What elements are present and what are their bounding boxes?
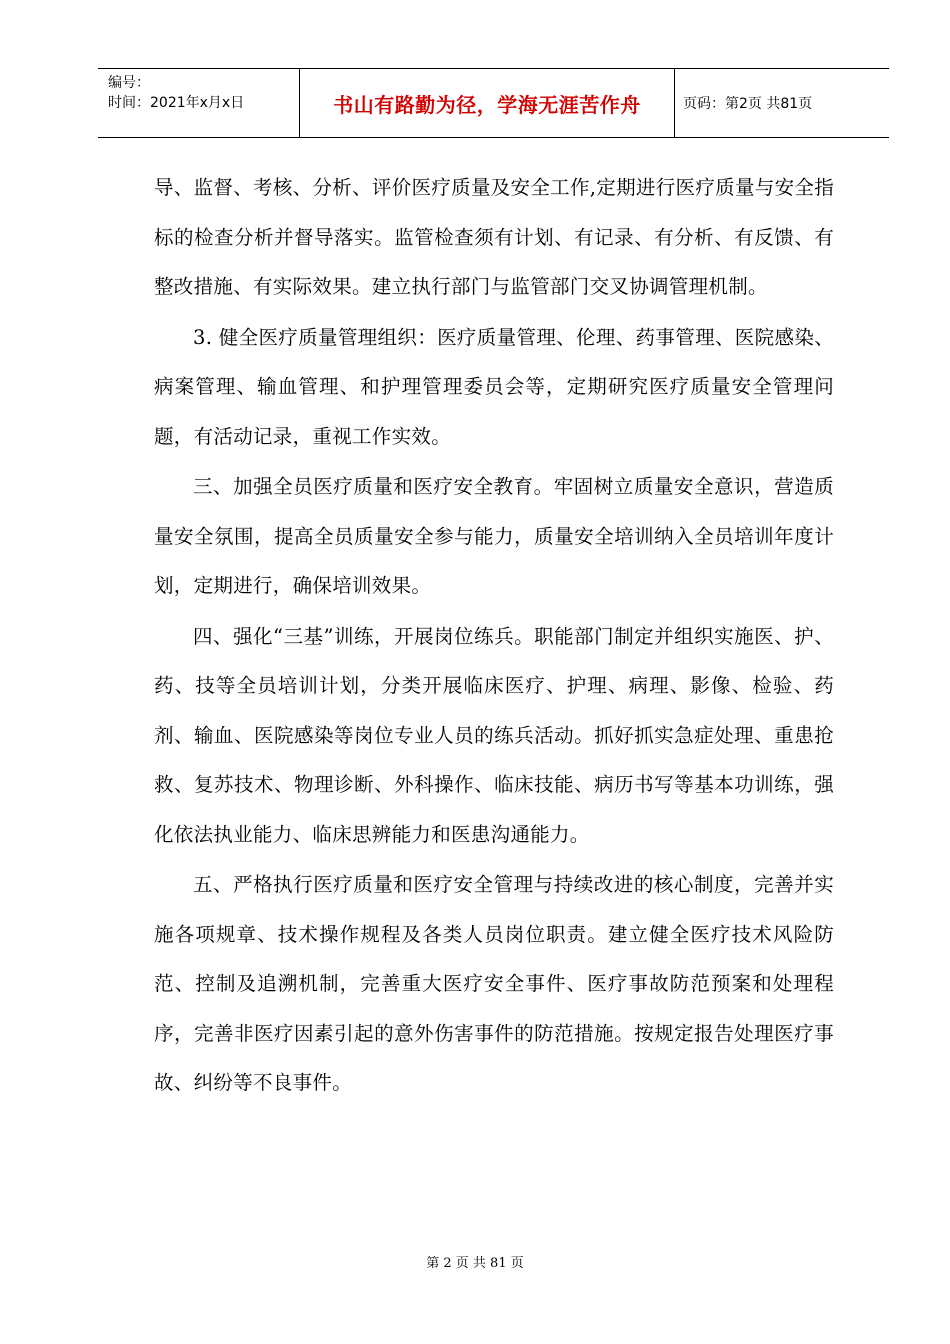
paragraph-continuation: 导、监督、考核、分析、评价医疗质量及安全工作,定期进行医疗质量与安全指标的检查分析并督导落实。监管检查须有计划、有记录、有分析、有反馈、有整改措施、有实际效果。建立执行部门与监管部门交叉协调管理机制。 [154, 176, 834, 298]
document-header [98, 68, 889, 138]
paragraph-section-3: 三、加强全员医疗质量和医疗安全教育。牢固树立质量安全意识，营造质量安全氛围，提高全员质量安全参与能力，质量安全培训纳入全员培训年度计划，定期进行，确保培训效果。 [154, 475, 834, 597]
header-motto: 书山有路勤为径，学海无涯苦作舟 [300, 69, 675, 137]
time-label: 时间：2021年x月x日 [108, 95, 245, 111]
header-meta-cell [98, 69, 300, 137]
page-footer: 第 2 页 共 81 页 [426, 1256, 524, 1271]
paragraph-section-5: 五、严格执行医疗质量和医疗安全管理与持续改进的核心制度，完善并实施各项规章、技术操作规程及各类人员岗位职责。建立健全医疗技术风险防范、控制及追溯机制，完善重大医疗安全事件、医疗事故防范预案和处理程序，完善非医疗因素引起的意外伤害事件的防范措施。按规定报告处理医疗事故、纠纷等不良事件。 [154, 873, 834, 1094]
document-body [154, 163, 834, 1108]
header-page-info: 页码：第2页 共81页 [683, 96, 813, 112]
paragraph-3: 3. 健全医疗质量管理组织：医疗质量管理、伦理、药事管理、医院感染、病案管理、输血管理、和护理管理委员会等，定期研究医疗质量安全管理问题，有活动记录，重视工作实效。 [154, 325, 834, 448]
paragraph-section-4: 四、强化“三基”训练，开展岗位练兵。职能部门制定并组织实施医、护、药、技等全员培训计划，分类开展临床医疗、护理、病理、影像、检验、药剂、输血、医院感染等岗位专业人员的练兵活动。抓好抓实急症处理、重患抢救、复苏技术、物理诊断、外科操作、临床技能、病历书写等基本功训练，强化依法执业能力、临床思辨能力和医患沟通能力。 [154, 624, 834, 846]
code-label: 编号： [108, 75, 150, 91]
